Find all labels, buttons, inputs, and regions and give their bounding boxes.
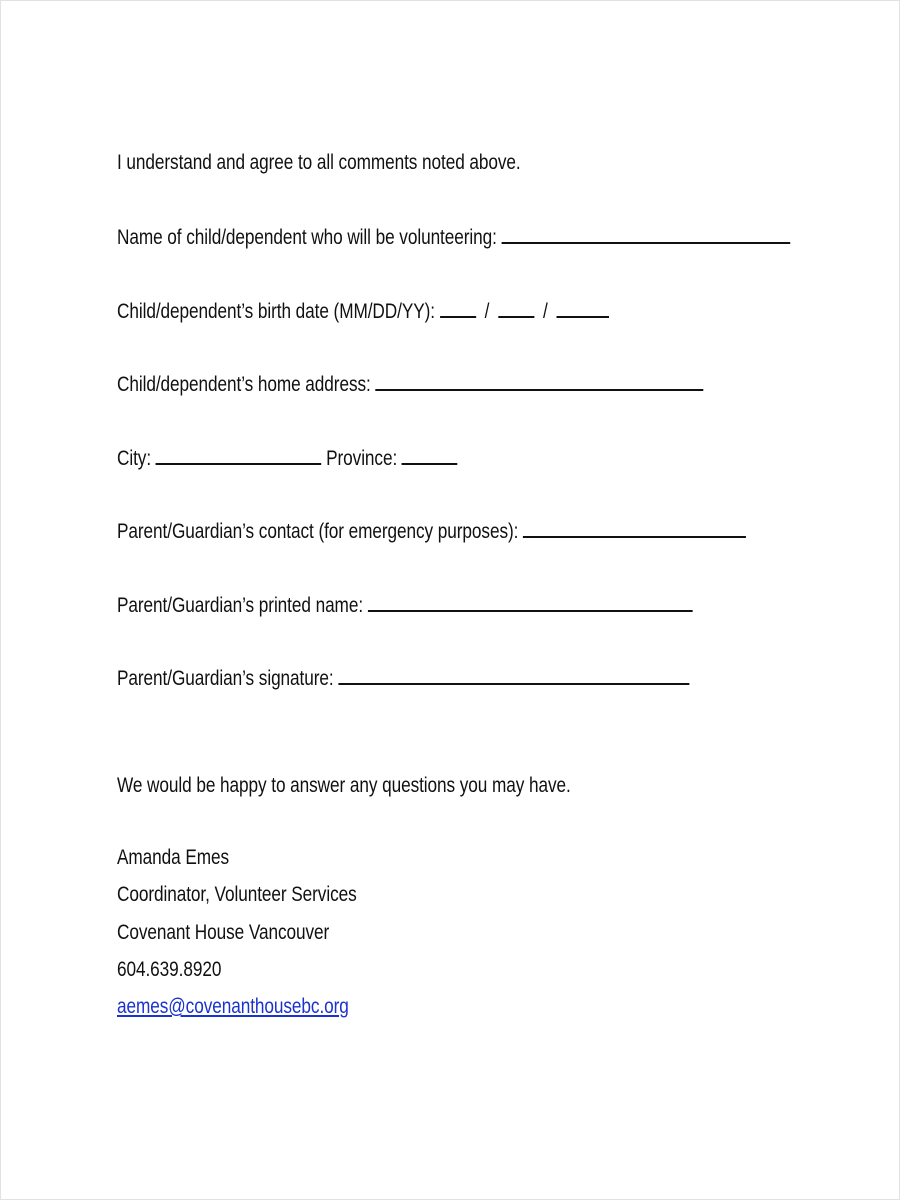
contact-name bbox=[117, 845, 229, 871]
contact-label: Parent/Guardian’s contact (for emergency purposes): bbox=[117, 520, 519, 543]
signature-label: Parent/Guardian’s signature: bbox=[117, 667, 334, 690]
questions-statement bbox=[117, 773, 571, 799]
city-label: City: bbox=[117, 447, 152, 470]
printed-name-field[interactable] bbox=[368, 592, 693, 612]
birth-date-year-field[interactable] bbox=[557, 298, 609, 318]
printed-name-label: Parent/Guardian’s printed name: bbox=[117, 594, 364, 617]
contact-field[interactable] bbox=[523, 518, 746, 538]
birth-date-label: Child/dependent’s birth date (MM/DD/YY): bbox=[117, 300, 435, 323]
contact-name-text: Amanda Emes bbox=[117, 846, 230, 869]
contact-row bbox=[117, 518, 746, 545]
city-field[interactable] bbox=[156, 445, 322, 465]
agreement-statement bbox=[117, 150, 521, 176]
contact-email-row bbox=[117, 994, 349, 1020]
contact-organization-text: Covenant House Vancouver bbox=[117, 921, 330, 944]
contact-title-text: Coordinator, Volunteer Services bbox=[117, 883, 357, 906]
province-field[interactable] bbox=[402, 445, 458, 465]
child-name-label: Name of child/dependent who will be volunteering: bbox=[117, 226, 497, 249]
birth-date-row bbox=[117, 298, 609, 325]
signature-row bbox=[117, 665, 689, 692]
printed-name-row bbox=[117, 592, 692, 619]
contact-phone bbox=[117, 957, 221, 983]
birth-date-day-field[interactable] bbox=[498, 298, 534, 318]
home-address-row bbox=[117, 371, 703, 398]
child-name-row bbox=[117, 224, 790, 251]
contact-organization bbox=[117, 920, 329, 946]
province-label: Province: bbox=[326, 447, 398, 470]
birth-date-separator: / bbox=[484, 300, 490, 323]
child-name-field[interactable] bbox=[502, 224, 791, 244]
contact-phone-text: 604.639.8920 bbox=[117, 958, 222, 981]
signature-field[interactable] bbox=[338, 665, 689, 685]
contact-title bbox=[117, 882, 357, 908]
city-province-row bbox=[117, 445, 458, 472]
home-address-label: Child/dependent’s home address: bbox=[117, 373, 371, 396]
agreement-text: I understand and agree to all comments noted above. bbox=[117, 151, 521, 174]
home-address-field[interactable] bbox=[375, 371, 703, 391]
contact-email-link[interactable]: aemes@covenanthousebc.org bbox=[117, 995, 349, 1018]
questions-text: We would be happy to answer any questions you may have. bbox=[117, 774, 571, 797]
birth-date-separator: / bbox=[543, 300, 548, 323]
birth-date-month-field[interactable] bbox=[440, 298, 476, 318]
